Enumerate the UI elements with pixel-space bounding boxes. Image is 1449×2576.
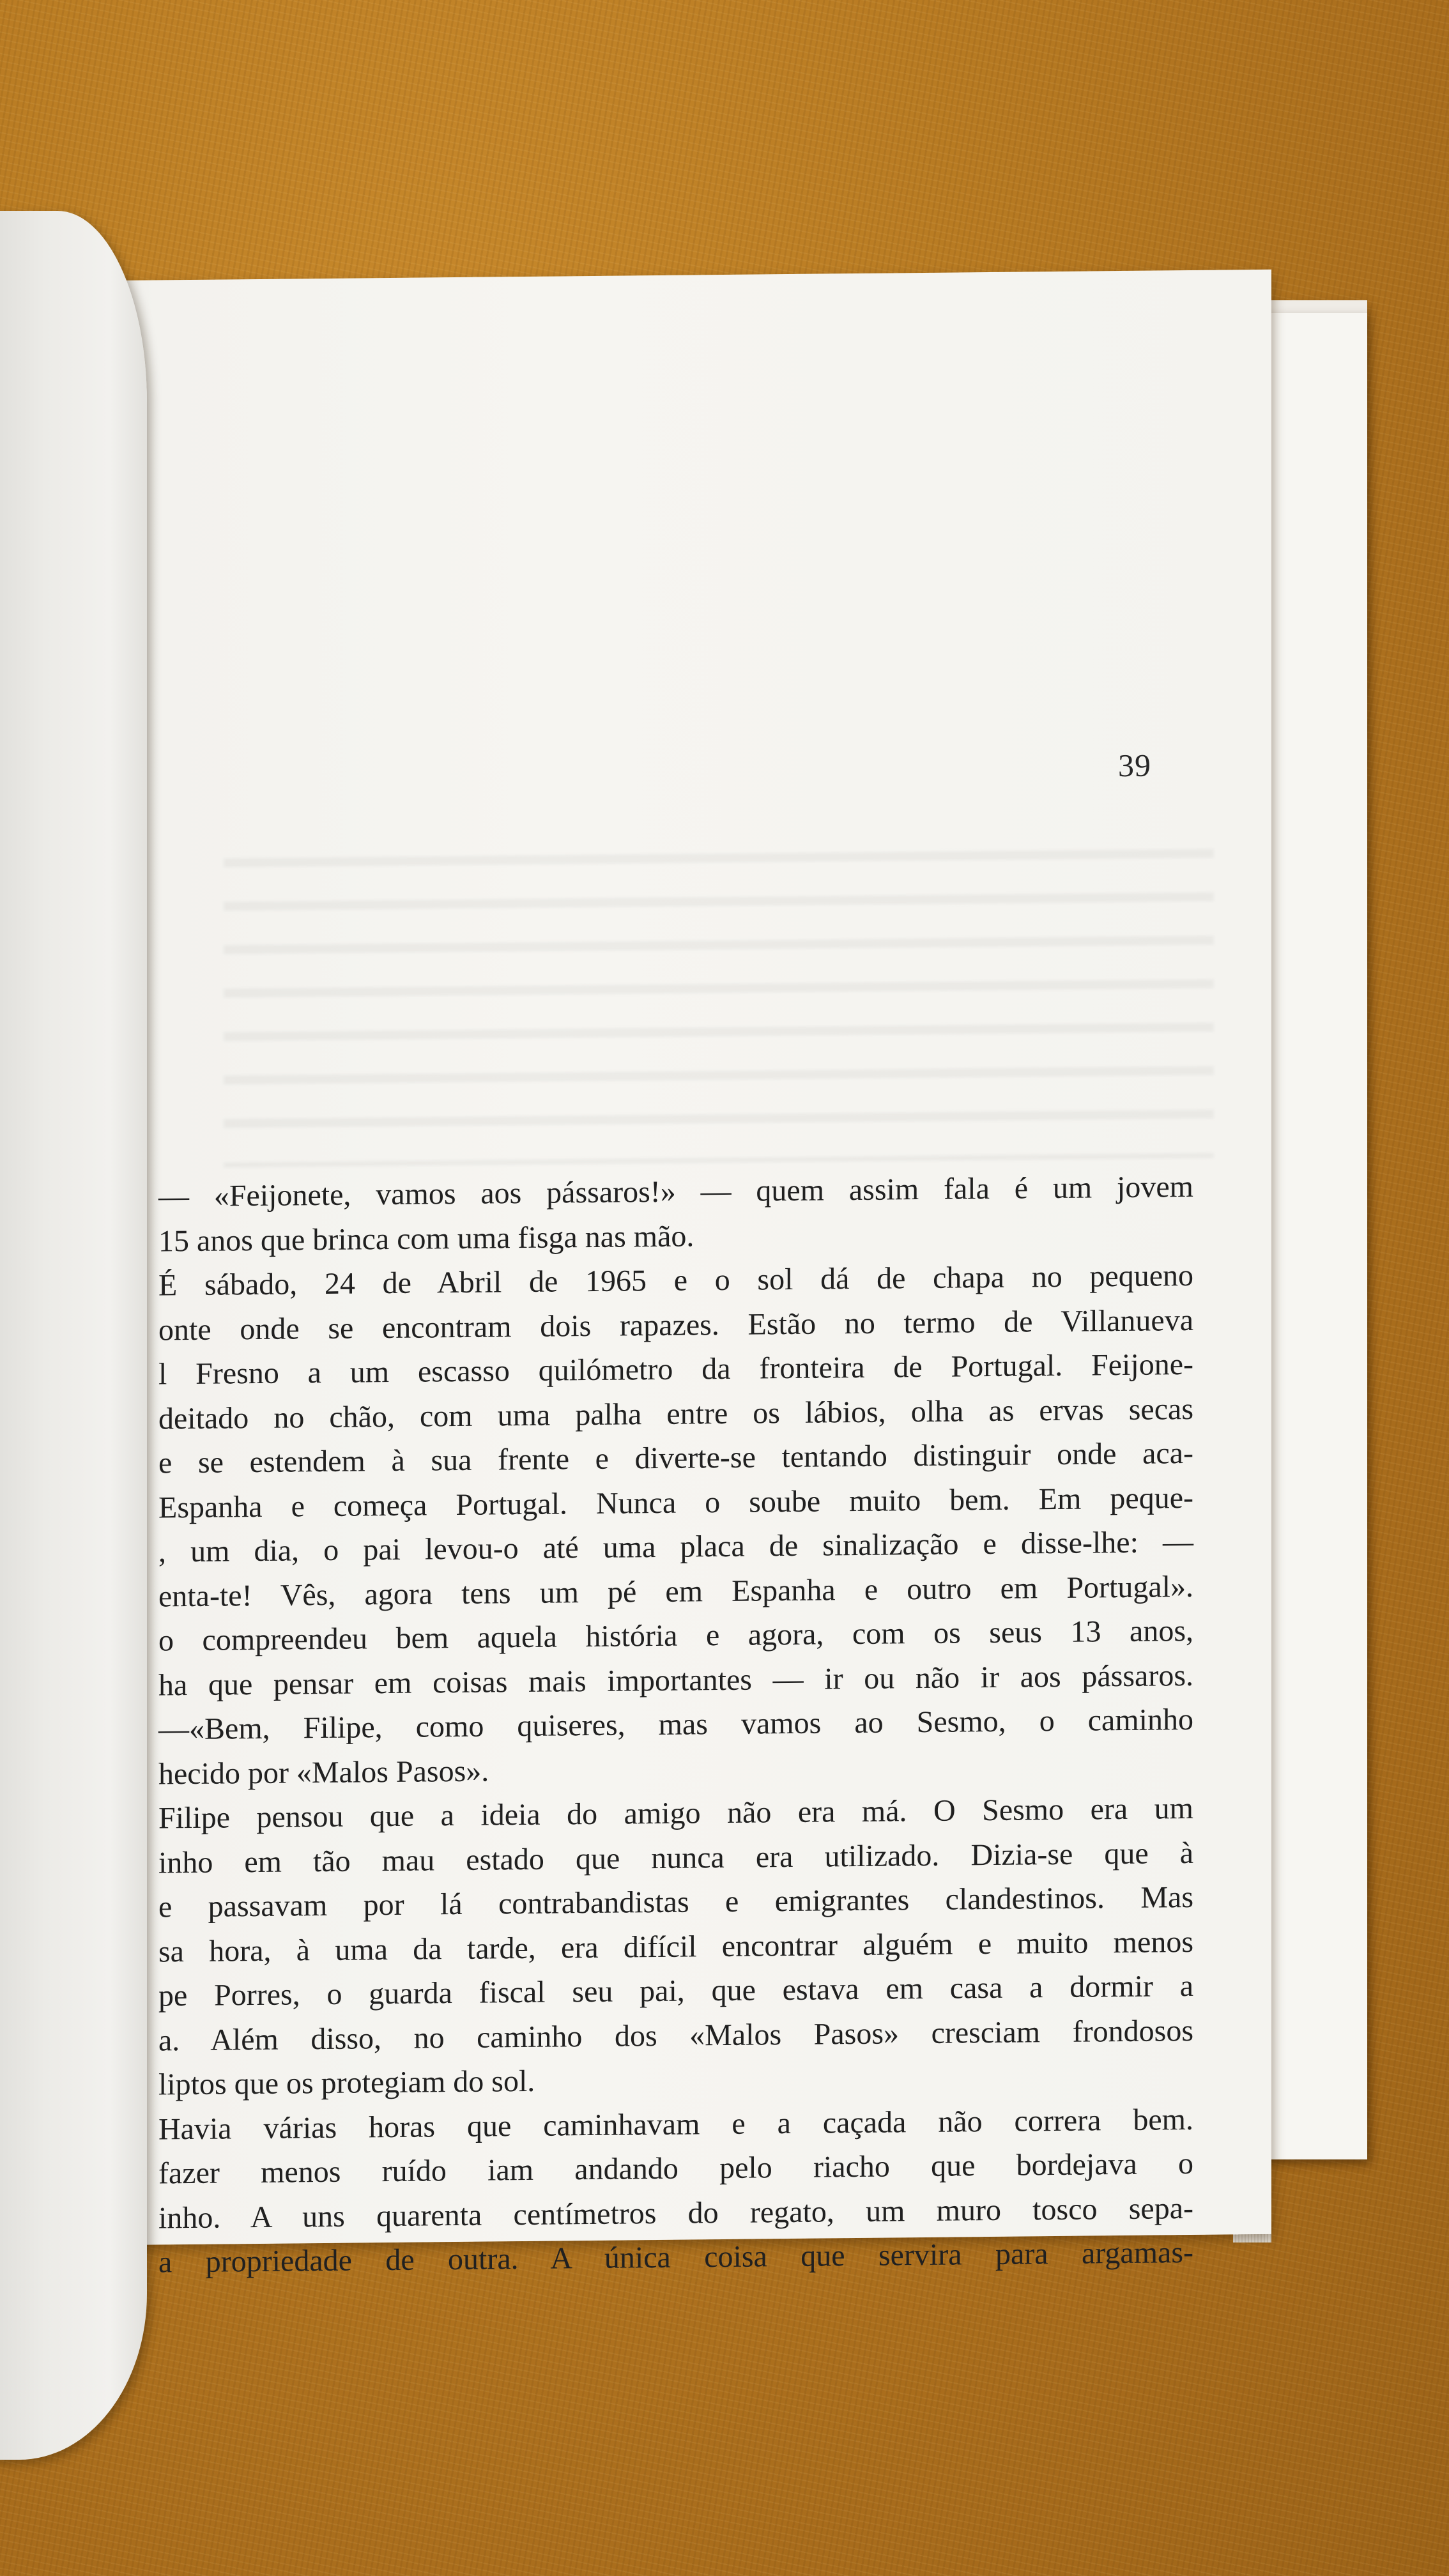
text-line: —«Bem, Filipe, como quiseres, mas vamos ao Sesmo, o caminho: [158, 1702, 1193, 1747]
text-line: fazer menos ruído iam andando pelo riacho que bordejava o: [158, 2146, 1193, 2191]
text-line: e passavam por lá contrabandistas e emigrantes clandestinos. Mas: [158, 1880, 1193, 1924]
text-line: Filipe pensou que a ideia do amigo não era má. O Sesmo era um: [158, 1791, 1193, 1836]
text-line: onte onde se encontram dois rapazes. Estão no termo de Villanueva: [158, 1303, 1193, 1347]
page-number: 39: [1118, 747, 1151, 784]
text-line: l Fresno a um escasso quilómetro da fronteira de Portugal. Feijone-: [158, 1347, 1193, 1392]
text-line: — «Feijonete, vamos aos pássaros!» — quem assim fala é um jovem: [158, 1169, 1193, 1214]
left-page-curl: [0, 211, 147, 2460]
text-line: o compreendeu bem aquela história e agora, com os seus 13 anos,: [158, 1613, 1193, 1658]
show-through-text: [224, 826, 1214, 1168]
text-line: É sábado, 24 de Abril de 1965 e o sol dá de chapa no pequeno: [158, 1258, 1193, 1303]
text-line: enta-te! Vês, agora tens um pé em Espanha e outro em Portugal».: [158, 1569, 1193, 1613]
text-line: ha que pensar em coisas mais importantes — ir ou não ir aos pássaros.: [158, 1658, 1193, 1702]
text-line: e se estendem à sua frente e diverte-se tentando distinguir onde aca-: [158, 1436, 1193, 1480]
text-line: Espanha e começa Portugal. Nunca o soube muito bem. Em peque-: [158, 1480, 1193, 1524]
text-line: inho. A uns quarenta centímetros do regato, um muro tosco sepa-: [158, 2191, 1193, 2235]
text-line: a propriedade de outra. A única coisa que servira para argamas-: [158, 2235, 1193, 2280]
text-line: 15 anos que brinca com uma fisga nas mão.: [158, 1218, 694, 1258]
text-line: pe Porres, o guarda fiscal seu pai, que estava em casa a dormir a: [158, 1968, 1193, 2013]
text-line: liptos que os protegiam do sol.: [158, 2064, 535, 2102]
text-line: sa hora, à uma da tarde, era difícil encontrar alguém e muito menos: [158, 1924, 1193, 1968]
page-text: [158, 1165, 1193, 2280]
text-line: Havia várias horas que caminhavam e a caçada não correra bem.: [158, 2102, 1193, 2146]
text-line: hecido por «Malos Pasos».: [158, 1754, 489, 1791]
book-page: [57, 270, 1271, 2280]
text-line: , um dia, o pai levou-o até uma placa de sinalização e disse-lhe: —: [158, 1524, 1193, 1569]
text-line: inho em tão mau estado que nunca era utilizado. Dizia-se que à: [158, 1836, 1193, 1880]
text-line: deitado no chão, com uma palha entre os lábios, olha as ervas secas: [158, 1392, 1193, 1436]
text-line: a. Além disso, no caminho dos «Malos Pasos» cresciam frondosos: [158, 2013, 1193, 2057]
